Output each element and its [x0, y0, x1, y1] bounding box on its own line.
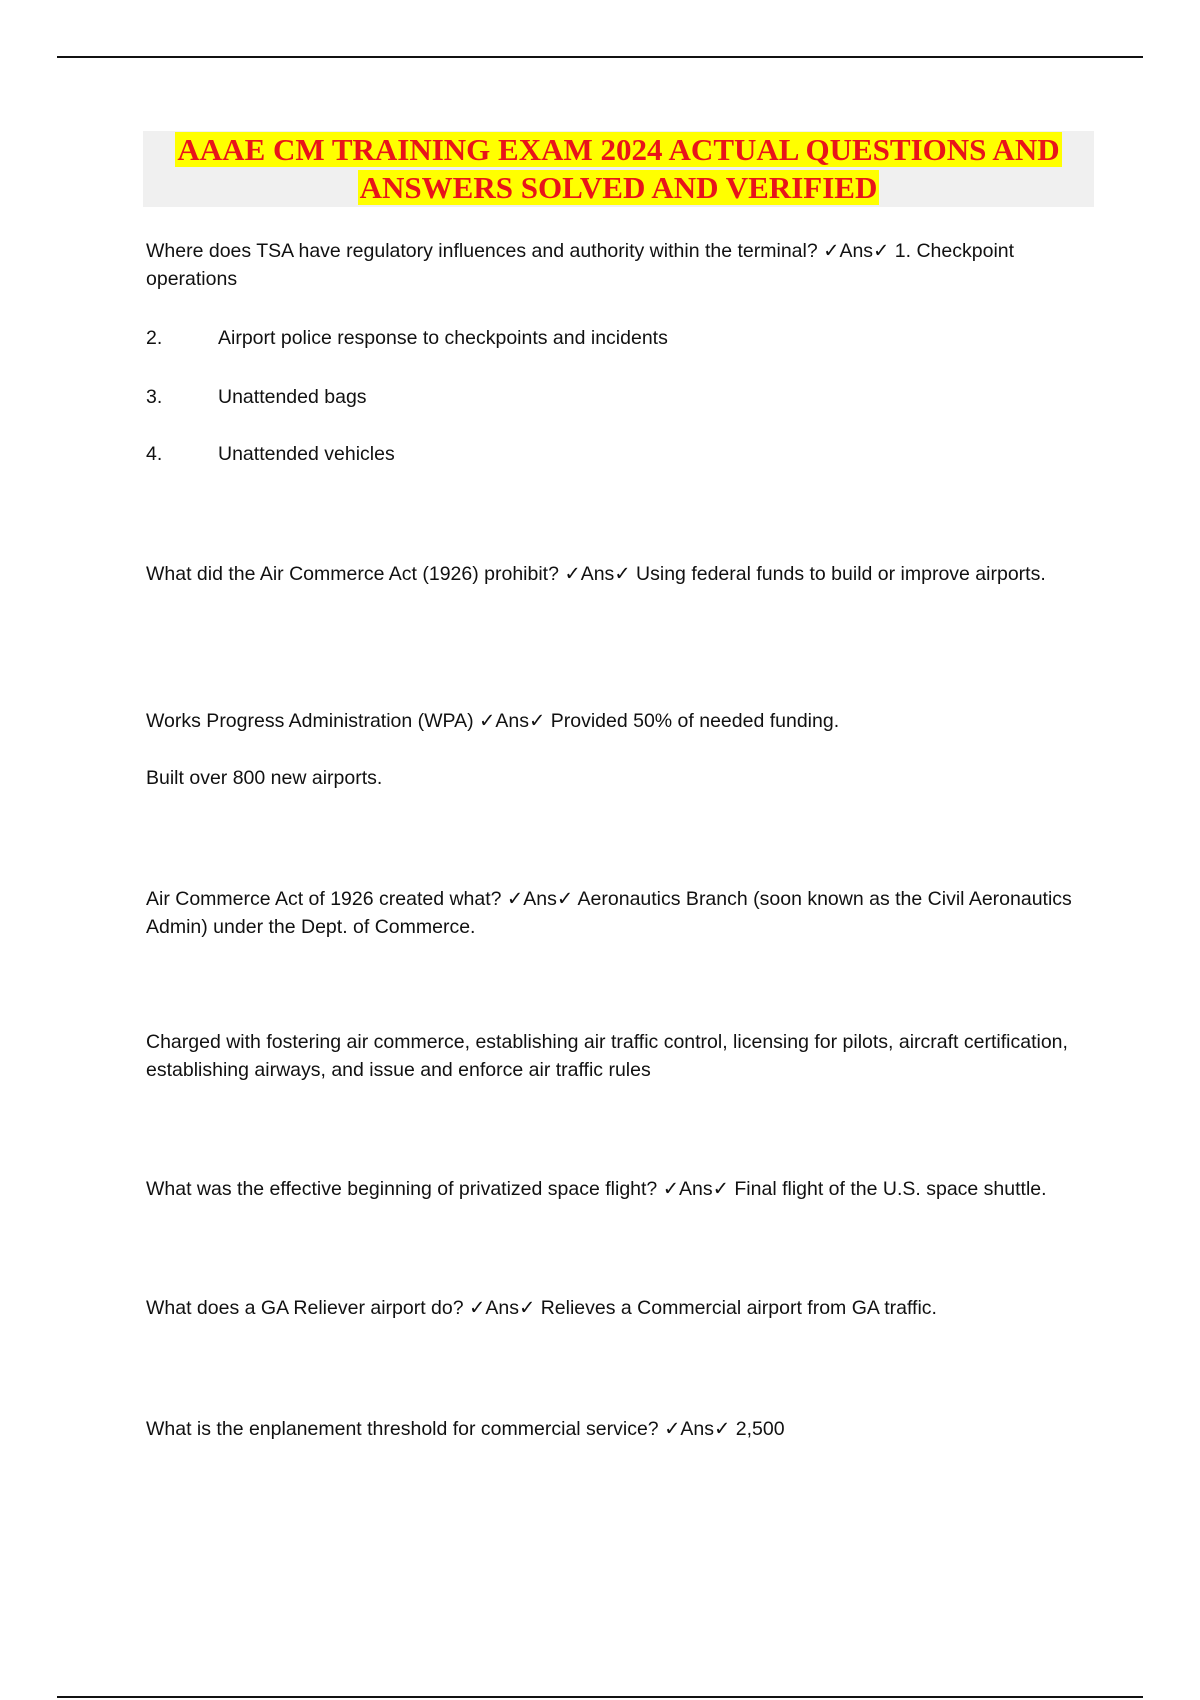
list-item-police-response: Airport police response to checkpoints and incidents	[218, 327, 668, 349]
question-ga-reliever: What does a GA Reliever airport do? ✓Ans✓ Relieves a Commercial airport from GA traffic.	[146, 1297, 937, 1319]
list-number-3: 3.	[146, 386, 163, 408]
list-number-2: 2.	[146, 327, 163, 349]
question-privatized-space-flight: What was the effective beginning of privatized space flight? ✓Ans✓ Final flight of the U.S. space shuttle.	[146, 1178, 1047, 1200]
list-item-unattended-vehicles: Unattended vehicles	[218, 443, 395, 465]
question-tsa-authority: Where does TSA have regulatory influences and authority within the terminal? ✓Ans✓ 1. Checkpoint operations	[146, 240, 1015, 290]
question-enplanement-threshold: What is the enplanement threshold for commercial service? ✓Ans✓ 2,500	[146, 1418, 785, 1440]
document-title	[143, 131, 1094, 207]
footer-rule	[57, 1696, 1143, 1698]
header-rule	[57, 56, 1143, 58]
question-air-commerce-prohibit: What did the Air Commerce Act (1926) prohibit? ✓Ans✓ Using federal funds to build or improve airports.	[146, 563, 1046, 585]
answer-aeronautics-branch-duties: Charged with fostering air commerce, establishing air traffic control, licensing for pilots, aircraft certification, establishing airways, and issue and enforce air traffic rules	[146, 1031, 1068, 1081]
answer-wpa-airports: Built over 800 new airports.	[146, 767, 383, 789]
title-line-2: ANSWERS SOLVED AND VERIFIED	[359, 170, 878, 205]
list-item-unattended-bags: Unattended bags	[218, 386, 367, 408]
question-wpa: Works Progress Administration (WPA) ✓Ans✓ Provided 50% of needed funding.	[146, 710, 840, 732]
title-line-1: AAAE CM TRAINING EXAM 2024 ACTUAL QUESTIONS AND	[177, 132, 1060, 167]
question-air-commerce-created: Air Commerce Act of 1926 created what? ✓Ans✓ Aeronautics Branch (soon known as the Civil Aeronautics Admin) under the Dept. of Commerce.	[146, 888, 1072, 938]
list-number-4: 4.	[146, 443, 163, 465]
